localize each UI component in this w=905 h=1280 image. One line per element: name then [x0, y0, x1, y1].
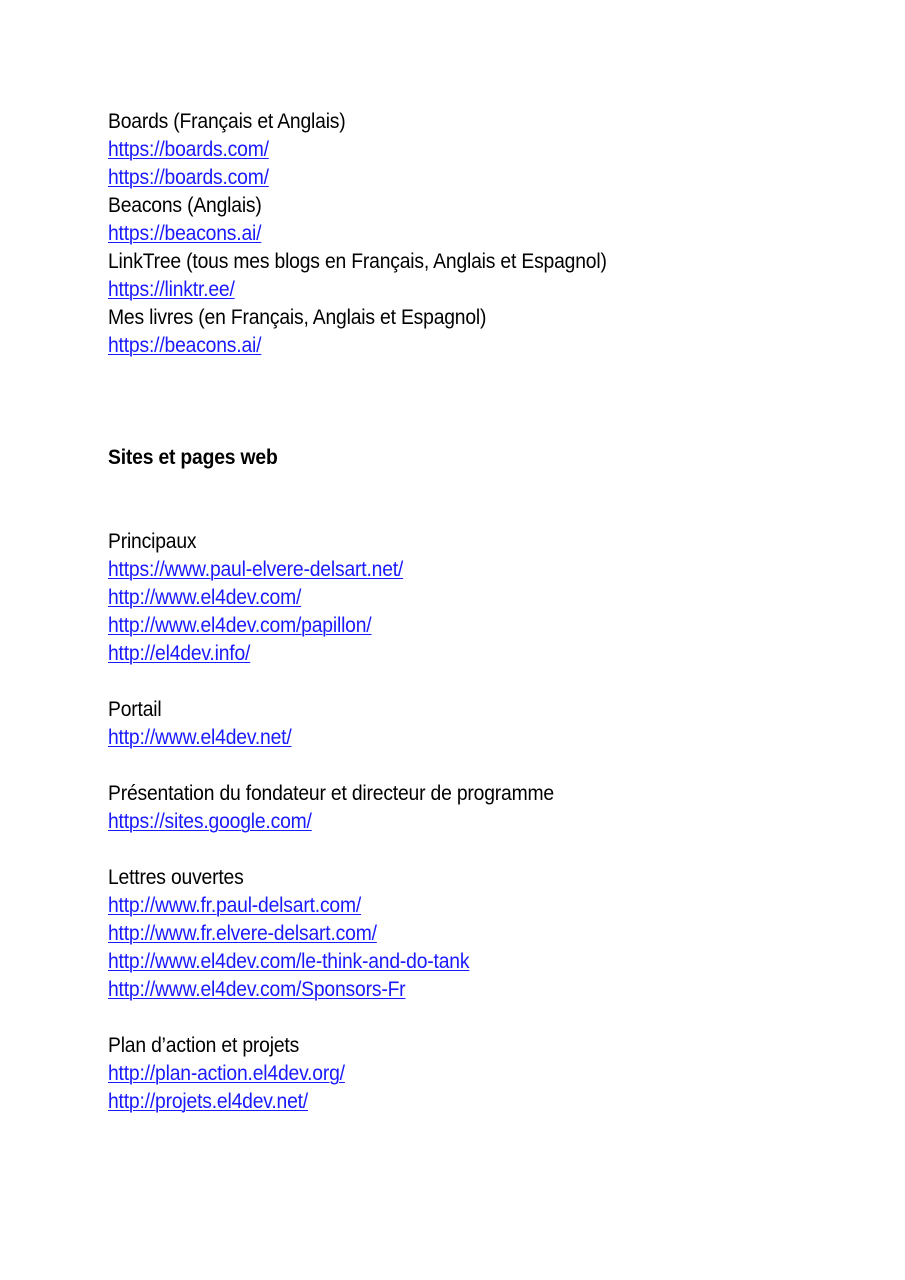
lettres-link-1[interactable]: http://www.fr.paul-delsart.com/	[108, 894, 362, 917]
section-title: Sites et pages web	[108, 446, 278, 469]
lettres-label: Lettres ouvertes	[108, 866, 244, 889]
presentation-label: Présentation du fondateur et directeur de programme	[108, 782, 554, 805]
books-link[interactable]: https://beacons.ai/	[108, 334, 262, 357]
lettres-link-3[interactable]: http://www.el4dev.com/le-think-and-do-tank	[108, 950, 470, 973]
presentation-link[interactable]: https://sites.google.com/	[108, 810, 312, 833]
principaux-link-1[interactable]: https://www.paul-elvere-delsart.net/	[108, 558, 404, 581]
portail-label: Portail	[108, 698, 162, 721]
books-label: Mes livres (en Français, Anglais et Espagnol)	[108, 306, 487, 329]
linktree-label: LinkTree (tous mes blogs en Français, Anglais et Espagnol)	[108, 250, 607, 273]
portail-link[interactable]: http://www.el4dev.net/	[108, 726, 292, 749]
plan-action-link-1[interactable]: http://plan-action.el4dev.org/	[108, 1062, 345, 1085]
beacons-link[interactable]: https://beacons.ai/	[108, 222, 262, 245]
principaux-link-3[interactable]: http://www.el4dev.com/papillon/	[108, 614, 372, 637]
boards-link-1[interactable]: https://boards.com/	[108, 138, 269, 161]
boards-link-2[interactable]: https://boards.com/	[108, 166, 269, 189]
lettres-link-4[interactable]: http://www.el4dev.com/Sponsors-Fr	[108, 978, 406, 1001]
linktree-link[interactable]: https://linktr.ee/	[108, 278, 235, 301]
lettres-link-2[interactable]: http://www.fr.elvere-delsart.com/	[108, 922, 377, 945]
principaux-link-4[interactable]: http://el4dev.info/	[108, 642, 251, 665]
document-page	[108, 108, 868, 1116]
principaux-label: Principaux	[108, 530, 197, 553]
beacons-label: Beacons (Anglais)	[108, 194, 262, 217]
plan-action-label: Plan d’action et projets	[108, 1034, 300, 1057]
boards-label: Boards (Français et Anglais)	[108, 110, 346, 133]
plan-action-link-2[interactable]: http://projets.el4dev.net/	[108, 1090, 308, 1113]
principaux-link-2[interactable]: http://www.el4dev.com/	[108, 586, 302, 609]
